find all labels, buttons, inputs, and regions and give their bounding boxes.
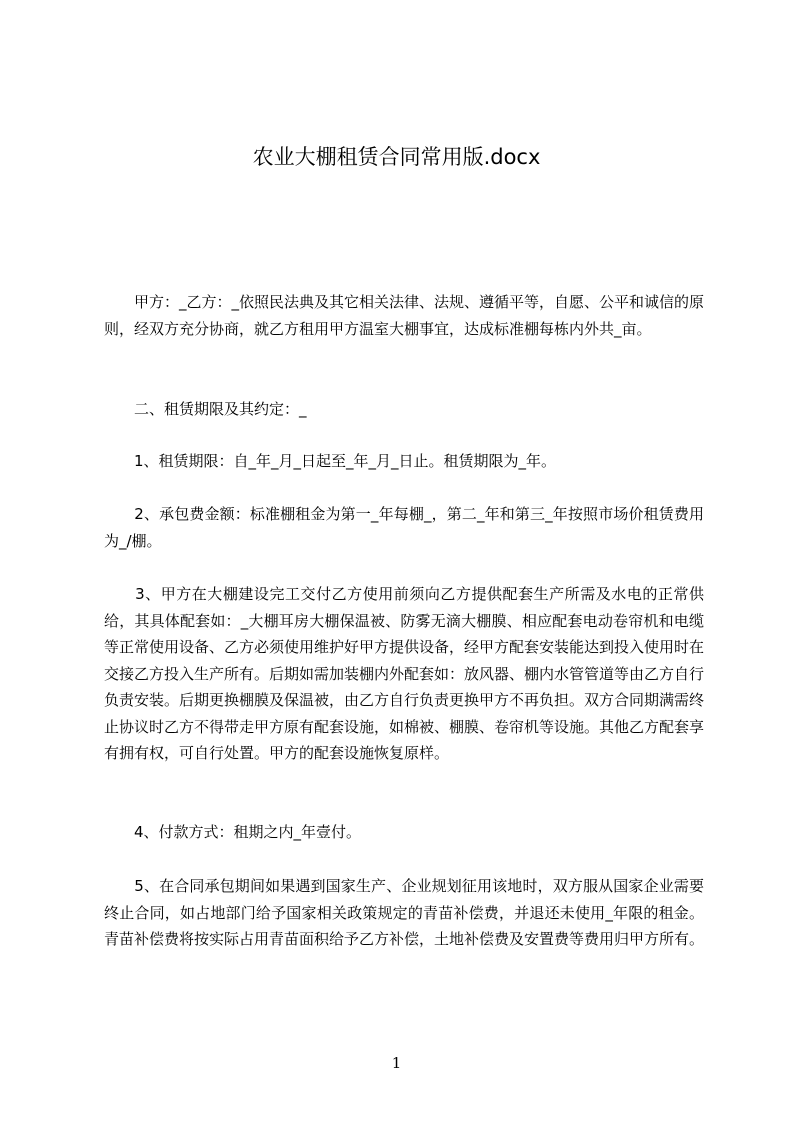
paragraph-facilities: 3、甲方在大棚建设完工交付乙方使用前须向乙方提供配套生产所需及水电的正常供给，其具体配套如：_大棚耳房大棚保温被、防雾无滴大棚膜、相应配套电动卷帘机和电缆等正常使用设备、乙方必须使用维护好甲方提供设备，经甲方配套安装能达到投入使用时在交接乙方投入生产所有。后期如需加装棚内外配套如：放风器、棚内水管管道等由乙方自行负责安装。后期更换棚膜及保温被，由乙方自行负责更换甲方不再负担。双方合同期满需终止协议时乙方不得带走甲方原有配套设施，如棉被、棚膜、卷帘机等设施。其他乙方配套享有拥有权，可自行处置。甲方的配套设施恢复原样。 — [104, 585, 705, 762]
paragraph-rent-amount: 2、承包费金额：标准棚租金为第一_年每棚_，第二_年和第三_年按照市场价租赁费用为_/棚。 — [104, 505, 704, 550]
page-number: 1 — [391, 1054, 402, 1072]
paragraph-payment-method: 4、付款方式：租期之内_年壹付。 — [104, 823, 362, 841]
paragraph-lease-term-heading: 二、租赁期限及其约定：_ — [104, 400, 307, 418]
paragraph-lease-period: 1、租赁期限：自_年_月_日起至_年_月_日止。租赁期限为_年。 — [104, 452, 557, 470]
paragraph-parties: 甲方：_乙方：_依照民法典及其它相关法律、法规、遵循平等，自愿、公平和诚信的原则，经双方充分协商，就乙方租用甲方温室大棚事宜，达成标准棚每栋内外共_亩。 — [104, 293, 705, 338]
document-title: 农业大棚租赁合同常用版.docx — [252, 145, 541, 169]
paragraph-requisition: 5、在合同承包期间如果遇到国家生产、企业规划征用该地时，双方服从国家企业需要终止合同，如占地部门给予国家相关政策规定的青苗补偿费，并退还未使用_年限的租金。青苗补偿费将按实际占用青苗面积给予乙方补偿，土地补偿费及安置费等费用归甲方所有。 — [104, 877, 705, 948]
